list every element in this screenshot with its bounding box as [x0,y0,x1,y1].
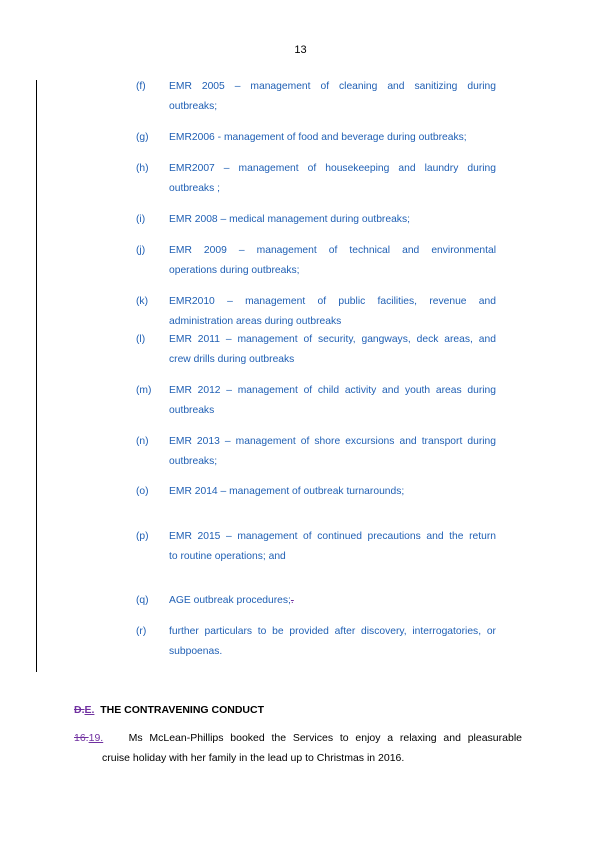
change-bar [36,80,37,672]
item-text-continued: outbreaks; [169,455,218,467]
item-label: (m) [136,385,152,396]
item-text-continued: to routine operations; and [169,550,286,562]
item-label: (h) [136,163,149,174]
item-text-continued: crew drills during outbreaks [169,353,295,365]
paragraph-line-1 [74,729,522,749]
item-label: (o) [136,486,149,497]
item-text: EMR 2005 – management of cleaning and sanitizing during [169,81,496,92]
item-text-inserted: AGE outbreak procedures; [169,595,291,606]
item-text [169,591,496,610]
item-text-continued: subpoenas. [169,645,223,657]
item-text: EMR 2011 – management of security, gangways, deck areas, and [169,334,496,345]
item-text-continued: administration areas during outbreaks [169,315,342,327]
page-number: 13 [294,44,307,56]
item-label: (n) [136,436,149,447]
item-text: EMR 2015 – management of continued precautions and the return [169,531,496,542]
item-text: EMR 2008 – medical management during outbreaks; [169,214,410,225]
item-label: (f) [136,81,146,92]
item-text: further particulars to be provided after discovery, interrogatories, or [169,626,496,637]
item-text-continued: outbreaks ; [169,182,220,194]
inserted-paragraph-number: 19. [88,732,104,744]
item-label: (l) [136,334,146,345]
item-label: (p) [136,531,149,542]
item-text-continued: outbreaks; [169,100,218,112]
item-label: (j) [136,245,146,256]
item-label: (g) [136,132,149,143]
item-text: EMR 2014 – management of outbreak turnarounds; [169,486,405,497]
section-heading [74,704,264,716]
paragraph-19 [74,729,522,768]
item-label: (i) [136,214,146,225]
item-text: EMR2006 - management of food and beverage during outbreaks; [169,132,467,143]
item-text: EMR2007 – management of housekeeping and laundry during [169,163,496,174]
item-label: (q) [136,595,149,606]
deleted-text: . [290,595,294,606]
deleted-section-letter: D. [74,704,85,716]
deleted-paragraph-number: 16. [74,732,89,744]
section-title: THE CONTRAVENING CONDUCT [100,704,264,716]
item-text-continued: outbreaks [169,404,215,416]
inserted-section-letter: E. [84,704,95,716]
paragraph-text-line-1: Ms McLean-Phillips booked the Services to enjoy a relaxing and pleasurable [128,732,522,744]
item-text: EMR 2009 – management of technical and environmental [169,245,496,256]
item-label: (k) [136,296,149,307]
item-text-continued: operations during outbreaks; [169,264,300,276]
item-text: EMR 2013 – management of shore excursions and transport during [169,436,496,447]
paragraph-text-line-2: cruise holiday with her family in the lead up to Christmas in 2016. [102,751,405,764]
item-text: EMR 2012 – management of child activity and youth areas during [169,385,496,396]
item-text: EMR2010 – management of public facilities, revenue and [169,296,496,307]
item-label: (r) [136,626,147,637]
